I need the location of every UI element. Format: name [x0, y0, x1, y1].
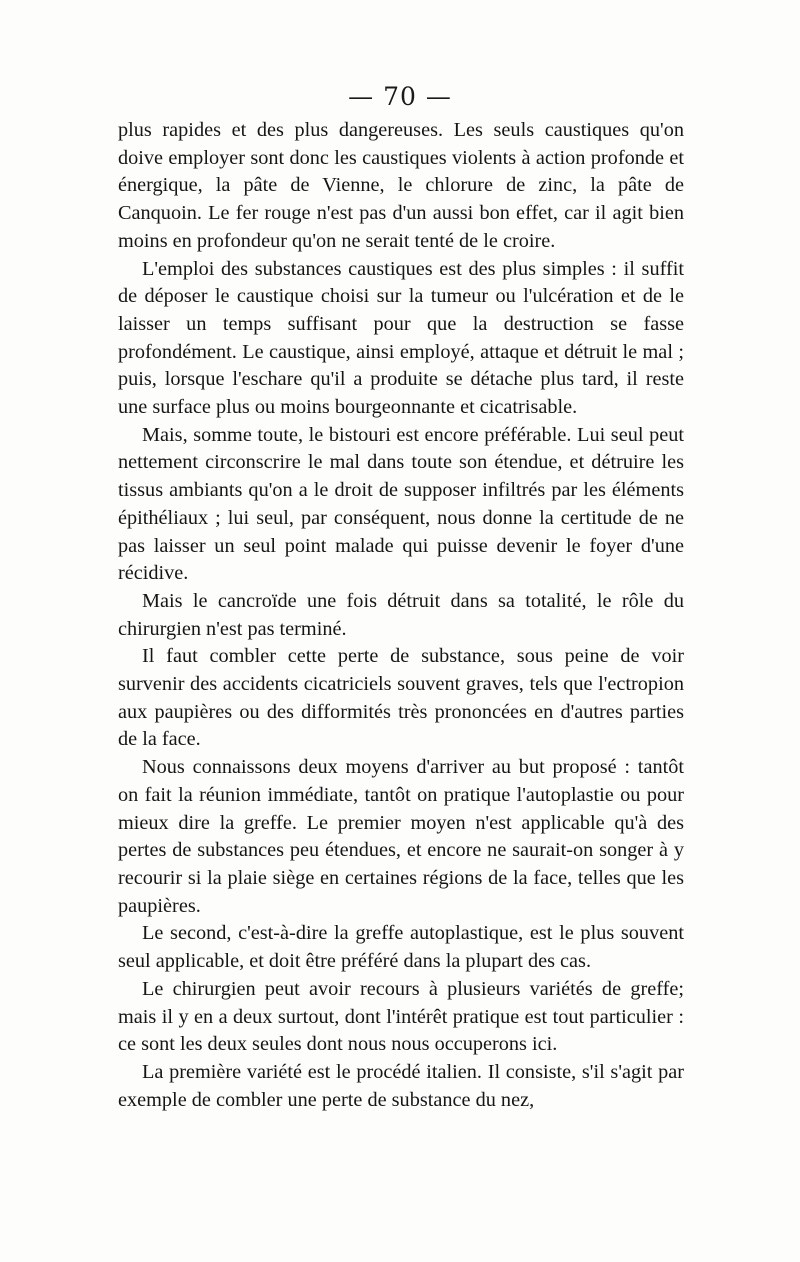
body-text [118, 117, 684, 1114]
paragraph-7: Le second, c'est-à-dire la greffe autoplastique, est le plus souvent seul applicable, et doit être préféré dans la plupart des cas. [118, 922, 684, 973]
paragraph-2: L'emploi des substances caustiques est des plus simples : il suffit de déposer le caustique choisi sur la tumeur ou l'ulcération et de le laisser un temps suffisant pour que la destruction se fasse profondément. Le caustique, ainsi employé, attaque et détruit le mal ; puis, lorsque l'eschare qu'il a produite se détache plus tard, il reste une surface plus ou moins bourgeonnante et cicatrisable. [118, 257, 684, 419]
paragraph-5: Il faut combler cette perte de substance, sous peine de voir survenir des accidents cicatriciels souvent graves, tels que l'ectropion aux paupières ou des difformités très prononcées en d'autres parties de la face. [118, 645, 684, 751]
paragraph-3: Mais, somme toute, le bistouri est encore préférable. Lui seul peut nettement circonscrire le mal dans toute son étendue, et détruire les tissus ambiants qu'on a le droit de supposer infiltrés par les éléments épithéliaux ; lui seul, par conséquent, nous donne la certitude de ne pas laisser un seul point malade qui puisse devenir le foyer d'une récidive. [118, 423, 684, 585]
paragraph-4: Mais le cancroïde une fois détruit dans sa totalité, le rôle du chirurgien n'est pas terminé. [118, 589, 684, 640]
paragraph-6: Nous connaissons deux moyens d'arriver au but proposé : tantôt on fait la réunion immédiate, tantôt on pratique l'autoplastie ou pour mieux dire la greffe. Le premier moyen n'est applicable qu'à des pertes de substances peu étendues, et encore ne saurait-on songer à y recourir si la plaie siège en certaines régions de la face, telles que les paupières. [118, 756, 684, 917]
page-number: — 70 — [348, 82, 452, 111]
paragraph-8: Le chirurgien peut avoir recours à plusieurs variétés de greffe; mais il y en a deux surtout, dont l'intérêt pratique est tout particulier : ce sont les deux seules dont nous nous occuperons ici. [118, 977, 684, 1056]
paragraph-9: La première variété est le procédé italien. Il consiste, s'il s'agit par exemple de combler une perte de substance du nez, [118, 1060, 684, 1111]
paragraph-1: plus rapides et des plus dangereuses. Les seuls caustiques qu'on doive employer sont donc les caustiques violents à action profonde et énergique, la pâte de Vienne, le chlorure de zinc, la pâte de Canquoin. Le fer rouge n'est pas d'un aussi bon effet, car il agit bien moins en profondeur qu'on ne serait tenté de le croire. [118, 119, 684, 252]
